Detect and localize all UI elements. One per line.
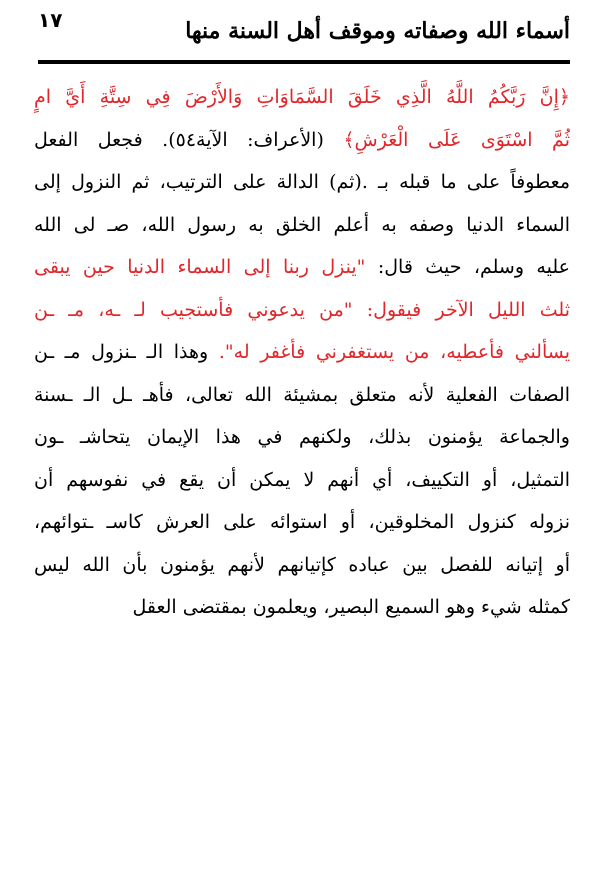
text-line <box>34 76 570 119</box>
hadith-quote: ثلث الليل الآخر فيقول: "من يدعوني فأستجيب لـ ـه، مـ ـن <box>34 298 570 321</box>
text-line <box>34 331 570 374</box>
body-sentence: (الأعراف: الآية٥٤). فجعل الفعل <box>34 128 324 151</box>
quran-quote: ثُمَّ اسْتَوَى عَلَى الْعَرْشِ﴾ <box>343 128 570 151</box>
body-sentence: التمثيل، أو التكييف، أي أنهم لا يمكن أن يقع في نفوسهم أن <box>34 468 570 491</box>
text-line <box>34 501 570 544</box>
body-sentence: الصفات الفعلية لأنه متعلق بمشيئة الله تعالى، فأهـ ـل الـ ـسنة <box>34 383 570 406</box>
text-line <box>34 586 570 629</box>
text-line <box>34 119 570 162</box>
body-sentence: والجماعة يؤمنون بذلك، ولكنهم في هذا الإيمان يتحاشـ ـون <box>34 426 570 448</box>
body-sentence: وهذا الـ ـنزول مـ ـن <box>34 341 209 363</box>
text-line <box>34 246 570 289</box>
header-divider <box>38 60 570 64</box>
body-text <box>34 76 570 629</box>
page-header <box>38 6 570 56</box>
page-title: أسماء الله وصفاته وموقف أهل السنة منها <box>185 18 570 44</box>
body-sentence: السماء الدنيا وصفه به أعلم الخلق به رسول الله، صـ لى الله <box>34 213 570 236</box>
text-line <box>34 374 570 417</box>
text-line <box>34 416 570 459</box>
text-line <box>34 459 570 502</box>
body-sentence: أو إتيانه للفصل بين عباده كإتيانهم لأنهم يؤمنون بأن الله ليس <box>34 553 570 576</box>
text-line <box>34 289 570 332</box>
hadith-quote: "ينزل ربنا إلى السماء الدنيا حين يبقى <box>34 256 366 278</box>
text-line <box>34 544 570 587</box>
text-line <box>34 161 570 204</box>
text-line <box>34 204 570 247</box>
body-sentence: معطوفاً على ما قبله بـ .(ثم) الدالة على الترتيب، ثم النزول إلى <box>34 171 570 193</box>
body-sentence: نزوله كنزول المخلوقين، أو استوائه على العرش كاسـ ـتوائهم، <box>34 511 570 533</box>
body-sentence: عليه وسلم، حيث قال: <box>365 256 570 278</box>
body-sentence: كمثله شيء وهو السميع البصير، ويعلمون بمقتضى العقل <box>132 596 570 618</box>
quran-quote: ﴿إِنَّ رَبَّكُمُ اللَّهُ الَّذِي خَلَقَ السَّمَاوَاتِ وَالأَرْضَ فِي سِتَّةِ أَيَّ امٍ <box>34 86 570 108</box>
hadith-quote: يسألني فأعطيه، من يستغفرني فأغفر له". <box>218 341 570 363</box>
page-number: ١٧ <box>38 8 63 32</box>
